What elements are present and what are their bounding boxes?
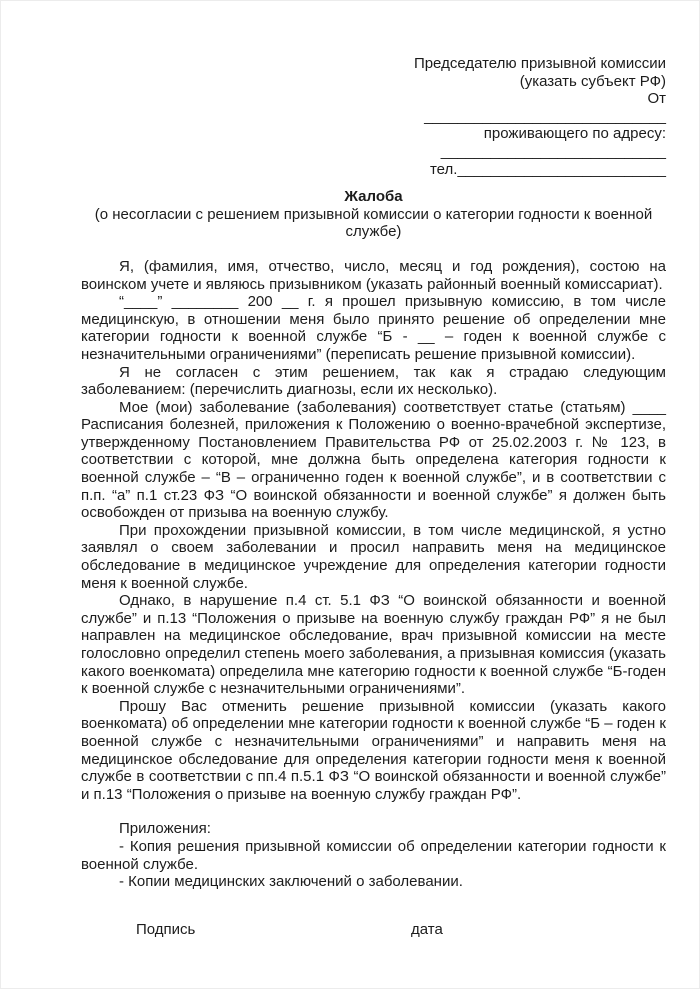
body-paragraph-2: “____” ________ 200 __ г. я прошел призывную комиссию, в том числе медицинскую, в отношении меня было принято решение об определении мне категории годности к военной службе “Б - __ – годен к военной службе с незначительными ограничениями” (переписать решение призывной комиссии).: [81, 293, 666, 363]
body-paragraph-4: Мое (мои) заболевание (заболевания) соответствует статье (статьям) ____ Расписания болезней, приложения к Положению о военно-врачебной экспертизе, утвержденному Постановлением Правительства РФ от 25.02.2003 г. № 123, в соответствии с которой, мне должна быть определена категория годности к военной службе – “В – ограниченно годен к военной службе”, и в соответствии с п.п. “а” п.1 ст.23 ФЗ “О воинской обязанности и военной службе” я должен быть освобожден от призыва на военную службу.: [81, 398, 666, 522]
subject-hint-line: (указать субъект РФ): [519, 72, 666, 90]
phone-blank-line: _________________________: [457, 160, 666, 178]
date-label: дата: [411, 920, 443, 938]
document-subtitle: (о несогласии с решением призывной комиссии о категории годности к военной службе): [94, 205, 653, 241]
document-title: Жалоба: [344, 188, 403, 206]
document-body: [81, 258, 666, 803]
phone-label: тел.: [429, 160, 458, 178]
body-paragraph-6: Однако, в нарушение п.4 ст. 5.1 ФЗ “О воинской обязанности и военной службе” и п.13 “Положения о призыве на военную службу граждан РФ” я не был направлен на медицинское обследование, врач призывной комиссии на месте голословно определил степень моего заболевания, а призывная комиссия (указать какого военкомата) определила мне категорию годности к военной службе “Б-годен к военной службе с незначительными ограничениями”.: [81, 592, 666, 698]
body-paragraph-1: Я, (фамилия, имя, отчество, число, месяц и год рождения), состою на воинском учете и являюсь призывником (указать районный военный комиссариат).: [81, 257, 666, 293]
from-label: От: [647, 90, 666, 108]
address-label: проживающего по адресу:: [483, 125, 666, 143]
body-paragraph-7: Прошу Вас отменить решение призывной комиссии (указать какого военкомата) об определении мне категории годности к военной службе “Б – годен к военной службе с незначительными ограничениями” и направить меня на медицинское обследование для определения категории годности меня к военной службе в соответствии с пп.4 п.5.1 ФЗ “О воинской обязанности и военной службе” и п.13 “Положения о призыве на военную службу граждан РФ”.: [81, 697, 666, 803]
body-paragraph-5: При прохождении призывной комиссии, в том числе медицинской, я устно заявлял о своем заболевании и просил направить меня на медицинское обследование в медицинское учреждение для определения категории годности меня к военной службе.: [81, 521, 666, 592]
address-blank-line: ___________________________: [440, 142, 666, 160]
addressee-line: Председателю призывной комиссии: [413, 55, 666, 72]
attachments-heading: Приложения:: [119, 820, 211, 838]
signature-row: [81, 921, 666, 939]
attachments-section: [81, 820, 666, 890]
attachment-item-1: - Копия решения призывной комиссии об определении категории годности к военной службе.: [81, 837, 666, 873]
body-paragraph-3: Я не согласен с этим решением, так как я страдаю следующим заболеванием: (перечислить диагнозы, если их несколько).: [81, 363, 666, 399]
addressee-block: [81, 55, 666, 178]
phone-line: [81, 161, 666, 179]
signature-label: Подпись: [136, 920, 196, 938]
name-blank-line: _____________________________: [424, 107, 666, 125]
attachment-item-2: - Копии медицинских заключений о заболевании.: [119, 873, 463, 891]
